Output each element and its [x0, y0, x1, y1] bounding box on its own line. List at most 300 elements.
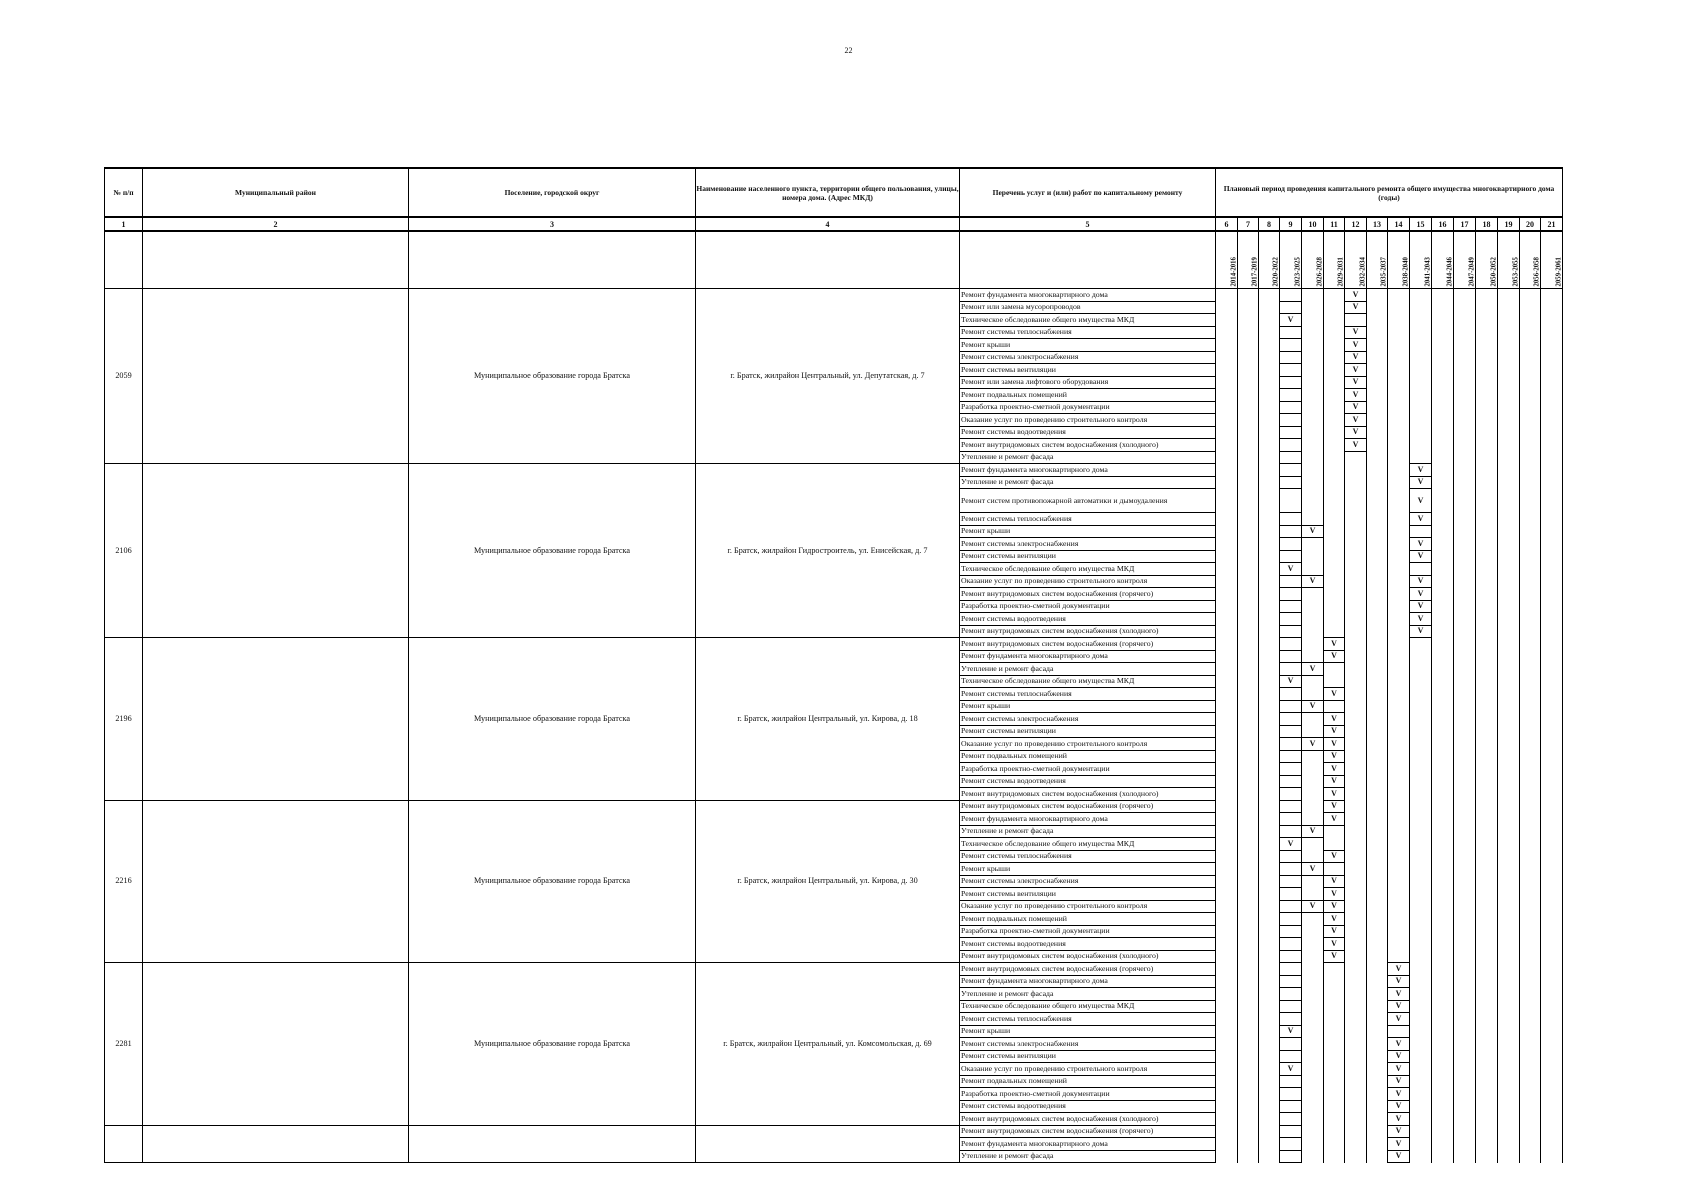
- year-cell: [1216, 426, 1238, 439]
- year-cell: [1498, 863, 1520, 876]
- year-cell: [1216, 1000, 1238, 1013]
- year-cell: [1476, 326, 1498, 339]
- year-cell: [1520, 750, 1541, 763]
- mark-cell: V: [1410, 550, 1432, 563]
- service-name: Техническое обследование общего имущества МКД: [960, 314, 1216, 327]
- header-num: № п/п: [105, 168, 143, 217]
- year-cell: [1520, 738, 1541, 751]
- header-settlement: Поселение, городской округ: [409, 168, 696, 217]
- year-cell: [1432, 850, 1454, 863]
- year-cell: [1541, 451, 1563, 464]
- year-cell: [1238, 538, 1259, 551]
- year-cell: [1498, 625, 1520, 638]
- year-cell: [1216, 563, 1238, 576]
- year-cell: [1216, 988, 1238, 1001]
- service-name: Ремонт системы вентиляции: [960, 364, 1216, 377]
- year-cell: [1302, 1000, 1324, 1013]
- year-cell: [1410, 1113, 1432, 1126]
- service-name: Ремонт внутридомовых систем водоснабжения (горячего): [960, 963, 1216, 976]
- year-cell: [1432, 1075, 1454, 1088]
- year-cell: [1216, 713, 1238, 726]
- year-cell: [1498, 1050, 1520, 1063]
- year-cell: [1454, 1000, 1476, 1013]
- year-cell: [1259, 588, 1280, 601]
- year-cell: [1238, 713, 1259, 726]
- year-cell: [1454, 426, 1476, 439]
- year-cell: [1454, 439, 1476, 452]
- year-cell: [1259, 625, 1280, 638]
- year-cell: [1345, 1088, 1367, 1101]
- year-cell: [1476, 875, 1498, 888]
- year-cell: [1238, 650, 1259, 663]
- year-cell: [1367, 389, 1388, 402]
- year-cell: [1324, 575, 1345, 588]
- year-cell: [1498, 289, 1520, 302]
- year-cell: [1367, 364, 1388, 377]
- year-cell: [1541, 1075, 1563, 1088]
- year-cell: [1541, 1038, 1563, 1051]
- year-cell: [1454, 1138, 1476, 1151]
- year-cell: [1541, 1013, 1563, 1026]
- year-cell: [1410, 1088, 1432, 1101]
- year-cell: [1388, 414, 1410, 427]
- year-cell: [1454, 825, 1476, 838]
- year-cell: [1520, 489, 1541, 513]
- year-cell: [1216, 800, 1238, 813]
- year-cell: [1367, 1075, 1388, 1088]
- year-cell: [1476, 1000, 1498, 1013]
- mark-cell: V: [1280, 314, 1302, 327]
- year-cell: [1259, 1113, 1280, 1126]
- year-cell: [1410, 1038, 1432, 1051]
- year-cell: [1498, 1138, 1520, 1151]
- year-cell: [1454, 364, 1476, 377]
- year-cell: [1410, 825, 1432, 838]
- year-cell: [1520, 850, 1541, 863]
- year-cell: [1498, 663, 1520, 676]
- year-cell: [1216, 775, 1238, 788]
- year-cell: [1410, 938, 1432, 951]
- year-cell: [1345, 476, 1367, 489]
- year-cell: [1432, 838, 1454, 851]
- year-cell: [1345, 700, 1367, 713]
- year-cell: [1367, 464, 1388, 477]
- service-name: Ремонт системы вентиляции: [960, 1050, 1216, 1063]
- year-cell: [1476, 600, 1498, 613]
- year-cell: [1498, 1063, 1520, 1076]
- year-cell: [1520, 538, 1541, 551]
- year-cell: [1259, 825, 1280, 838]
- year-cell: [1476, 1125, 1498, 1138]
- column-number: 11: [1324, 217, 1345, 231]
- year-cell: [1238, 1063, 1259, 1076]
- year-cell: [1432, 938, 1454, 951]
- year-cell: [1476, 525, 1498, 538]
- year-cell: [1238, 775, 1259, 788]
- year-cell: [1520, 888, 1541, 901]
- year-cell: [1432, 401, 1454, 414]
- year-cell: [1520, 725, 1541, 738]
- year-cell: [1345, 900, 1367, 913]
- year-cell: [1476, 713, 1498, 726]
- year-cell: [1259, 613, 1280, 626]
- year-cell: [1410, 364, 1432, 377]
- year-cell: [1259, 1150, 1280, 1163]
- settlement-cell: Муниципальное образование города Братска: [409, 638, 696, 801]
- year-cell: [1410, 1013, 1432, 1026]
- year-cell: [1324, 451, 1345, 464]
- year-cell: [1324, 389, 1345, 402]
- service-name: Ремонт системы водоотведения: [960, 426, 1216, 439]
- year-cell: [1432, 638, 1454, 651]
- year-cell: [1345, 625, 1367, 638]
- mark-cell: V: [1280, 1025, 1302, 1038]
- year-cell: [1280, 638, 1302, 651]
- year-cell: [1216, 875, 1238, 888]
- year-cell: [1520, 613, 1541, 626]
- year-cell: [1432, 1050, 1454, 1063]
- year-cell: [1367, 913, 1388, 926]
- year-cell: [1388, 489, 1410, 513]
- year-cell: [1345, 875, 1367, 888]
- year-cell: [1520, 625, 1541, 638]
- year-cell: [1259, 763, 1280, 776]
- mark-cell: V: [1324, 813, 1345, 826]
- year-cell: [1259, 663, 1280, 676]
- year-cell: [1367, 925, 1388, 938]
- year-cell: [1432, 464, 1454, 477]
- year-cell: [1216, 1063, 1238, 1076]
- mark-cell: V: [1324, 750, 1345, 763]
- year-cell: [1476, 813, 1498, 826]
- mark-cell: V: [1388, 1125, 1410, 1138]
- year-cell: [1259, 950, 1280, 963]
- year-cell: [1280, 888, 1302, 901]
- year-cell: [1454, 750, 1476, 763]
- year-cell: [1280, 938, 1302, 951]
- mark-cell: V: [1388, 1013, 1410, 1026]
- year-cell: [1454, 675, 1476, 688]
- year-cell: [1367, 1050, 1388, 1063]
- mark-cell: V: [1345, 339, 1367, 352]
- year-cell: [1280, 1100, 1302, 1113]
- year-cell: [1238, 451, 1259, 464]
- year-cell: [1238, 414, 1259, 427]
- year-cell: [1410, 1138, 1432, 1151]
- service-name: Ремонт системы вентиляции: [960, 550, 1216, 563]
- year-cell: [1259, 675, 1280, 688]
- year-cell: [1216, 663, 1238, 676]
- year-cell: [1541, 625, 1563, 638]
- year-cell: [1520, 688, 1541, 701]
- year-cell: [1280, 600, 1302, 613]
- mark-cell: V: [1302, 700, 1324, 713]
- year-cell: [1541, 389, 1563, 402]
- year-cell: [1454, 376, 1476, 389]
- year-cell: [1302, 314, 1324, 327]
- year-cell: [1454, 738, 1476, 751]
- year-cell: [1541, 575, 1563, 588]
- year-cell: [1432, 1038, 1454, 1051]
- year-cell: [1345, 913, 1367, 926]
- year-cell: [1541, 938, 1563, 951]
- year-cell: [1259, 600, 1280, 613]
- year-cell: [1280, 326, 1302, 339]
- year-cell: [1238, 489, 1259, 513]
- year-cell: [1520, 963, 1541, 976]
- service-name: Разработка проектно-сметной документации: [960, 763, 1216, 776]
- year-cell: [1345, 550, 1367, 563]
- year-cell: [1498, 925, 1520, 938]
- year-cell: [1367, 563, 1388, 576]
- year-label: 2047-2049: [1454, 231, 1476, 289]
- year-cell: [1280, 1075, 1302, 1088]
- year-cell: [1238, 289, 1259, 302]
- year-cell: [1410, 439, 1432, 452]
- year-cell: [1216, 376, 1238, 389]
- column-number: 2: [143, 217, 409, 231]
- column-number: 4: [696, 217, 960, 231]
- year-cell: [1367, 825, 1388, 838]
- mark-cell: V: [1324, 925, 1345, 938]
- year-cell: [1280, 414, 1302, 427]
- year-cell: [1410, 863, 1432, 876]
- year-cell: [1280, 1150, 1302, 1163]
- year-cell: [1410, 1063, 1432, 1076]
- year-cell: [1498, 1088, 1520, 1101]
- year-cell: [1432, 575, 1454, 588]
- year-cell: [1388, 525, 1410, 538]
- year-cell: [1498, 1113, 1520, 1126]
- year-cell: [1498, 550, 1520, 563]
- year-cell: [1345, 1050, 1367, 1063]
- settlement-cell: Муниципальное образование города Братска: [409, 963, 696, 1126]
- year-cell: [1238, 326, 1259, 339]
- year-cell: [1410, 376, 1432, 389]
- year-cell: [1345, 464, 1367, 477]
- year-cell: [1410, 963, 1432, 976]
- year-cell: [1454, 489, 1476, 513]
- year-cell: [1259, 638, 1280, 651]
- district-cell: [143, 1125, 409, 1163]
- column-number: 19: [1498, 217, 1520, 231]
- year-cell: [1238, 1113, 1259, 1126]
- year-cell: [1324, 613, 1345, 626]
- year-cell: [1454, 688, 1476, 701]
- year-cell: [1280, 301, 1302, 314]
- year-cell: [1476, 575, 1498, 588]
- year-cell: [1367, 351, 1388, 364]
- year-cell: [1302, 650, 1324, 663]
- year-cell: [1476, 638, 1498, 651]
- year-cell: [1367, 663, 1388, 676]
- year-cell: [1238, 426, 1259, 439]
- year-cell: [1259, 1075, 1280, 1088]
- year-cell: [1216, 1138, 1238, 1151]
- year-cell: [1216, 738, 1238, 751]
- year-cell: [1476, 1063, 1498, 1076]
- service-name: Оказание услуг по проведению строительного контроля: [960, 575, 1216, 588]
- service-name: Ремонт фундамента многоквартирного дома: [960, 1138, 1216, 1151]
- mark-cell: V: [1410, 464, 1432, 477]
- year-cell: [1454, 700, 1476, 713]
- year-cell: [1367, 1150, 1388, 1163]
- year-cell: [1367, 963, 1388, 976]
- year-cell: [1541, 713, 1563, 726]
- year-cell: [1302, 950, 1324, 963]
- year-cell: [1498, 314, 1520, 327]
- year-cell: [1216, 1013, 1238, 1026]
- year-cell: [1238, 850, 1259, 863]
- year-cell: [1280, 700, 1302, 713]
- year-cell: [1410, 738, 1432, 751]
- mark-cell: V: [1410, 588, 1432, 601]
- year-cell: [1302, 289, 1324, 302]
- mark-cell: V: [1388, 963, 1410, 976]
- year-cell: [1280, 988, 1302, 1001]
- year-cell: [1324, 975, 1345, 988]
- year-cell: [1388, 938, 1410, 951]
- year-cell: [1238, 401, 1259, 414]
- year-cell: [1432, 1000, 1454, 1013]
- year-cell: [1476, 763, 1498, 776]
- year-cell: [1520, 988, 1541, 1001]
- year-cell: [1345, 638, 1367, 651]
- year-cell: [1345, 588, 1367, 601]
- year-cell: [1280, 1113, 1302, 1126]
- year-cell: [1216, 938, 1238, 951]
- mark-cell: V: [1388, 1100, 1410, 1113]
- service-name: Ремонт системы электроснабжения: [960, 713, 1216, 726]
- year-cell: [1324, 625, 1345, 638]
- year-cell: [1238, 563, 1259, 576]
- year-cell: [1367, 451, 1388, 464]
- year-cell: [1324, 414, 1345, 427]
- year-cell: [1476, 750, 1498, 763]
- year-cell: [1259, 1013, 1280, 1026]
- house-number: 2106: [105, 464, 143, 638]
- mark-cell: V: [1345, 389, 1367, 402]
- year-cell: [1259, 913, 1280, 926]
- year-cell: [1324, 1100, 1345, 1113]
- year-cell: [1454, 414, 1476, 427]
- year-cell: [1216, 364, 1238, 377]
- year-cell: [1216, 950, 1238, 963]
- settlement-cell: [409, 1125, 696, 1163]
- year-cell: [1238, 750, 1259, 763]
- year-cell: [1410, 988, 1432, 1001]
- year-cell: [1324, 1125, 1345, 1138]
- year-cell: [1432, 625, 1454, 638]
- year-cell: [1476, 938, 1498, 951]
- year-cell: [1432, 389, 1454, 402]
- year-cell: [1476, 788, 1498, 801]
- year-cell: [1498, 476, 1520, 489]
- year-cell: [1238, 763, 1259, 776]
- year-cell: [1238, 838, 1259, 851]
- year-cell: [1324, 426, 1345, 439]
- year-cell: [1388, 364, 1410, 377]
- year-cell: [1410, 563, 1432, 576]
- year-cell: [1238, 1038, 1259, 1051]
- year-cell: [1367, 314, 1388, 327]
- mark-cell: V: [1324, 763, 1345, 776]
- service-name: Техническое обследование общего имущества МКД: [960, 675, 1216, 688]
- year-cell: [1345, 1150, 1367, 1163]
- year-cell: [1520, 550, 1541, 563]
- year-cell: [1367, 588, 1388, 601]
- year-cell: [1498, 326, 1520, 339]
- year-cell: [1520, 301, 1541, 314]
- mark-cell: V: [1302, 663, 1324, 676]
- district-cell: [143, 289, 409, 464]
- year-cell: [1280, 575, 1302, 588]
- year-cell: [1454, 1013, 1476, 1026]
- year-cell: [1302, 1150, 1324, 1163]
- year-cell: [1216, 900, 1238, 913]
- year-cell: [1432, 376, 1454, 389]
- year-cell: [1345, 1100, 1367, 1113]
- house-number: 2216: [105, 800, 143, 963]
- year-cell: [1520, 638, 1541, 651]
- year-cell: [1410, 775, 1432, 788]
- year-cell: [1432, 525, 1454, 538]
- year-cell: [1454, 713, 1476, 726]
- year-cell: [1410, 650, 1432, 663]
- year-cell: [1302, 464, 1324, 477]
- year-cell: [1302, 326, 1324, 339]
- year-cell: [1216, 489, 1238, 513]
- year-cell: [1367, 738, 1388, 751]
- year-cell: [1345, 1138, 1367, 1151]
- year-cell: [1280, 788, 1302, 801]
- year-cell: [1476, 401, 1498, 414]
- year-label: 2038-2040: [1388, 231, 1410, 289]
- year-cell: [1324, 700, 1345, 713]
- year-cell: [1238, 925, 1259, 938]
- year-cell: [1259, 314, 1280, 327]
- year-cell: [1520, 376, 1541, 389]
- year-cell: [1216, 476, 1238, 489]
- column-number: 20: [1520, 217, 1541, 231]
- year-cell: [1345, 650, 1367, 663]
- year-cell: [1520, 364, 1541, 377]
- year-cell: [1367, 1125, 1388, 1138]
- year-cell: [1388, 326, 1410, 339]
- year-cell: [1388, 725, 1410, 738]
- year-cell: [1367, 1025, 1388, 1038]
- year-cell: [1259, 451, 1280, 464]
- year-cell: [1388, 925, 1410, 938]
- year-cell: [1520, 464, 1541, 477]
- year-cell: [1302, 1138, 1324, 1151]
- year-cell: [1388, 513, 1410, 526]
- year-cell: [1259, 513, 1280, 526]
- year-cell: [1280, 613, 1302, 626]
- year-cell: [1432, 725, 1454, 738]
- year-cell: [1498, 750, 1520, 763]
- year-cell: [1388, 351, 1410, 364]
- mark-cell: V: [1302, 525, 1324, 538]
- year-cell: [1476, 800, 1498, 813]
- year-cell: [1302, 888, 1324, 901]
- mark-cell: V: [1345, 414, 1367, 427]
- year-cell: [1432, 600, 1454, 613]
- year-cell: [1259, 1138, 1280, 1151]
- year-cell: [1454, 600, 1476, 613]
- year-cell: [1541, 850, 1563, 863]
- year-cell: [1541, 314, 1563, 327]
